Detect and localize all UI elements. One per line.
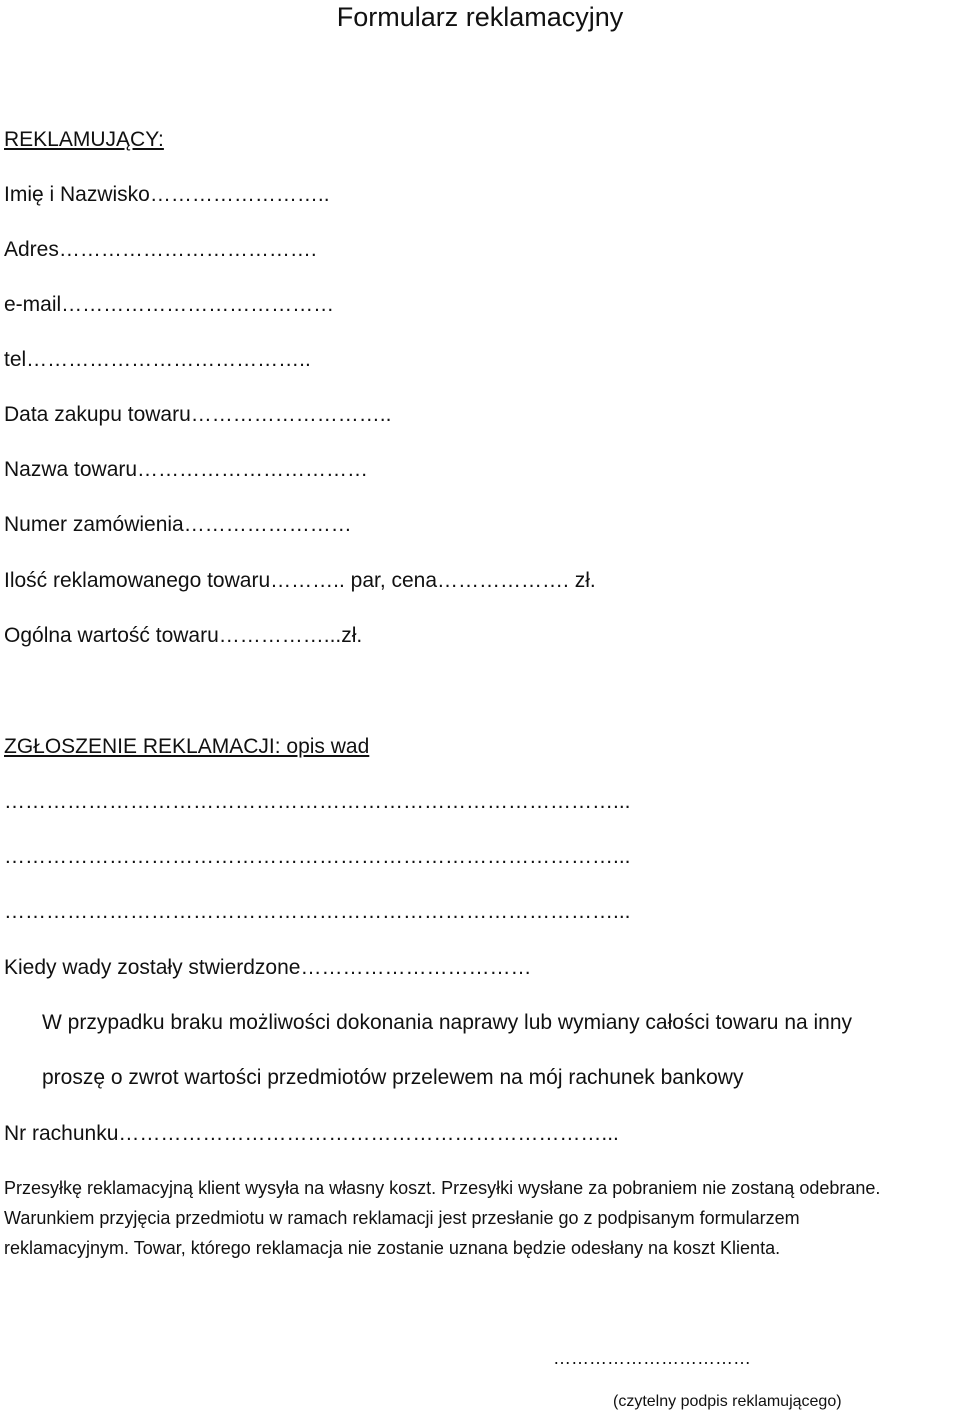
defects-line-2: ……………………………………………………………………………... bbox=[4, 845, 631, 868]
field-account-number: Nr rachunku……………………………………………………………... bbox=[4, 1122, 619, 1145]
field-product-name: Nazwa towaru…………………………… bbox=[4, 458, 369, 481]
field-discovered-date: Kiedy wady zostały stwierdzone…………………………… bbox=[4, 956, 532, 979]
signature-line: …………………………… bbox=[553, 1348, 751, 1368]
terms-line-2: Warunkiem przyjęcia przedmiotu w ramach reklamacji jest przesłanie go z podpisanym formularzem bbox=[4, 1208, 800, 1228]
refund-request-line-2: proszę o zwrot wartości przedmiotów przelewem na mój rachunek bankowy bbox=[42, 1066, 744, 1089]
defects-line-3: ……………………………………………………………………………... bbox=[4, 900, 631, 923]
terms-line-1: Przesyłkę reklamacyjną klient wysyła na własny koszt. Przesyłki wysłane za pobraniem nie zostaną odebrane. bbox=[4, 1178, 881, 1198]
refund-request-line-1: W przypadku braku możliwości dokonania naprawy lub wymiany całości towaru na inny bbox=[42, 1011, 853, 1034]
field-purchase-date: Data zakupu towaru……………………….. bbox=[4, 403, 392, 426]
field-name: Imię i Nazwisko…………………….. bbox=[4, 183, 330, 206]
field-phone: tel………………………………….. bbox=[4, 348, 311, 371]
section-heading-defects: ZGŁOSZENIE REKLAMACJI: opis wad bbox=[4, 735, 370, 758]
page-title: Formularz reklamacyjny bbox=[336, 2, 624, 32]
section-heading-reklamujacy: REKLAMUJĄCY: bbox=[4, 128, 164, 151]
field-address: Adres………………………………. bbox=[4, 238, 317, 261]
terms-line-3: reklamacyjnym. Towar, którego reklamacja nie zostanie uznana będzie odesłany na koszt Klienta. bbox=[4, 1238, 781, 1258]
field-email: e-mail………………………………… bbox=[4, 293, 335, 316]
field-total-value: Ogólna wartość towaru……………...zł. bbox=[4, 624, 363, 647]
field-quantity-price: Ilość reklamowanego towaru……….. par, cena………………. zł. bbox=[4, 569, 596, 592]
defects-line-1: ……………………………………………………………………………... bbox=[4, 790, 631, 813]
signature-caption: (czytelny podpis reklamującego) bbox=[613, 1393, 842, 1410]
field-order-number: Numer zamówienia…………………… bbox=[4, 513, 352, 536]
